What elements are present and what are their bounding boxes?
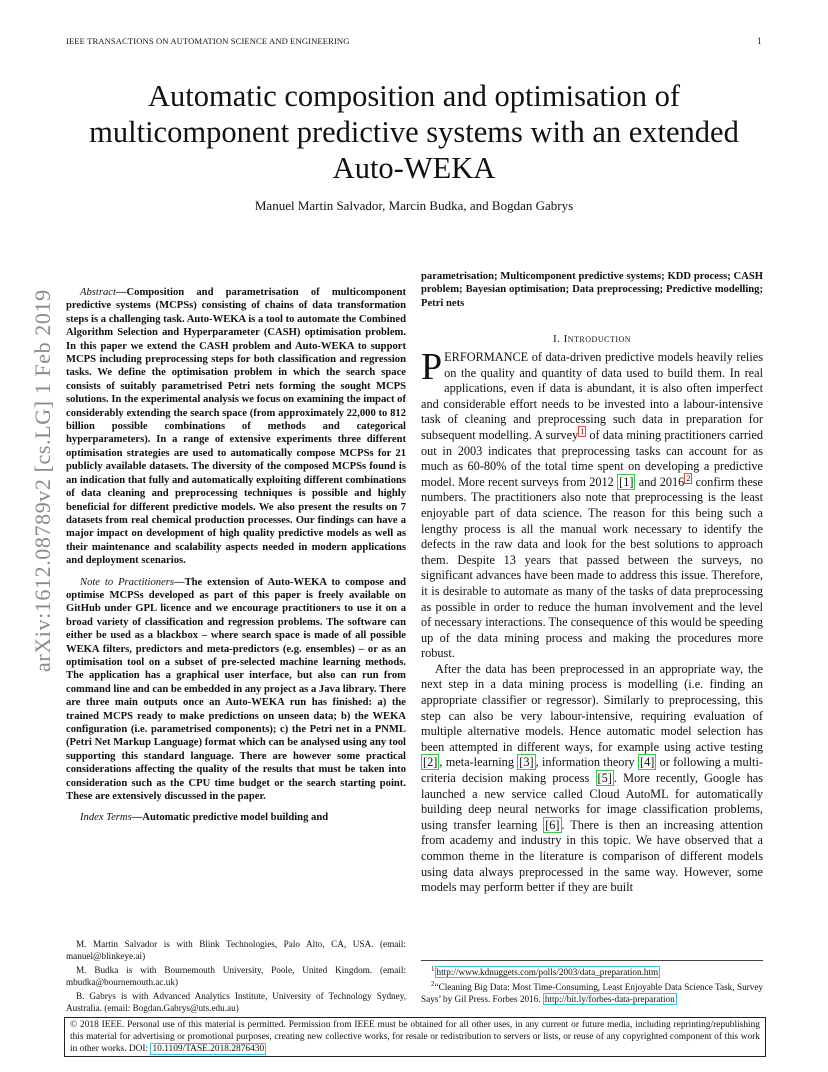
abstract-block [66,286,406,825]
intro-text: of data mining practitioners carried out in 2003 indicates that preprocessing tasks can account for as much as 60-80% of the total time spent on developing a predictive model. More recent surveys from 2012 [421,427,763,489]
footnote-url-link[interactable]: http://bit.ly/forbes-data-preparation [544,994,675,1005]
index-terms-text-left: —Automatic predictive model building and [131,812,329,824]
affiliation-item: M. Martin Salvador is with Blink Technologies, Palo Alto, CA, USA. (email: manuel@blinkeye.ai) [66,939,406,961]
abstract-label: Abstract [80,287,116,298]
affiliation-item: M. Budka is with Bournemouth University, Poole, United Kingdom. (email: mbudka@bournemouth.ac.uk) [66,965,406,987]
citation-link[interactable]: [5] [597,771,612,786]
footnote-link-2[interactable]: 2 [686,473,691,483]
practitioners-text: —The extension of Auto-WEKA to compose and optimise MCPSs developed as part of this paper is freely available on GitHub under GPL licence and we encourage practitioners to use it on a broad variety of classification and regression problems. The software can either be used as a blackbox – where search space is made of all possible WEKA filters, predictors and meta-predictors (e.g. ensembles) – or as an optimisation tool on a subset of pre-selected machine learning methods. The application has a graphical user interface, but also can run from command line and can be embedded in any project as a Java library. There are three main outputs once an Auto-WEKA run has finished: a) the trained MCPS ready to make predictions on unseen data; b) the WEKA configuration (i.e. parametrised components); c) the Petri net in a PNML (Petri Net Markup Language) format which can be analysed using any tool supporting this standard language. There are however some practical considerations affecting the quality of the results that must be taken into consideration such as the CPU time budget or the search starting point. These are extensively discussed in the paper. [66,576,406,803]
paper-title: Automatic composition and optimisation of multicomponent predictive systems with an extended Auto-WEKA [89,79,739,185]
doi-link[interactable]: 10.1109/TASE.2018.2876430 [152,1044,265,1054]
index-terms [66,811,406,824]
footnote-text: “Cleaning Big Data: Most Time-Consuming, Least Enjoyable Data Science Task, Survey Says’ by Gil Press. Forbes 2016. [421,982,763,1005]
intro-text: . More recently, Google has launched a new service called Cloud AutoML for automatically building deep neural networks for image classification problems, using transfer learning [421,771,763,832]
section-title: Introduction [563,333,632,345]
citation-link[interactable]: [1] [619,474,634,489]
footnote-url-link[interactable]: http://www.kdnuggets.com/polls/2003/data_preparation.htm [436,967,659,978]
footnote-2 [421,978,763,1005]
introduction-body [421,346,764,896]
index-terms-label: Index Terms [80,812,132,824]
intro-text: confirm these numbers. The practitioners also note that preprocessing is the least enjoyable part of data science. The reason for this being such a lengthy process is all the manual work necessary to identify the defects in the raw data and look for the best solutions to approach them. Despite 13 years that passed between the surveys, no significant advances have been made to address this issue. Therefore, it is desirable to automate as many of the tasks of data preprocessing as possible in order to reduce the human involvement and the level of necessary interactions. The consequence of this would be speeding up of the data mining process and making the procedures more robust. [421,474,764,661]
section-heading [421,333,763,345]
abstract-text: —Composition and parametrisation of multicomponent predictive systems (MCPSs) consisting of chains of data transformation steps is a challenging task. Auto-WEKA is a tool to automate the Combined Algorithm Selection and Hyperparameter (CASH) optimisation problem. In this paper we extend the CASH problem and Auto-WEKA to support MCPS including preprocessing steps for both classification and regression tasks. We define the optimisation problem in which the search space consists of suitably parametrised Petri nets forming the sought MCPS solutions. In the experimental analysis we focus on examining the impact of considerably extending the search space (from approximately 22,000 to 812 billion possible combinations of methods and categorical hyperparameters). In a range of extensive experiments three different optimisation strategies are used to automatically compose MCPSs for 21 publicly available datasets. The diversity of the composed MCPSs found is an indication that fully and automatically exploiting different combinations of data cleaning and preprocessing techniques is possible and highly beneficial for different predictive models. We also present the results on 7 datasets from real chemical production processes. Our findings can have a major impact on development of high quality predictive models as well as their maintenance and scalability aspects needed in modern applications and deployment scenarios. [66,287,407,567]
footnote-link-1[interactable]: 1 [580,426,585,436]
intro-text: or following a multi-criteria decision making process [421,755,763,786]
affiliation-footnotes [66,938,406,1014]
citation-link[interactable]: [2] [423,755,438,770]
note-to-practitioners [66,576,406,804]
drop-cap: P [421,346,443,388]
footnote-mark: 2 [431,980,435,989]
author-list: Manuel Martin Salvador, Marcin Budka, and Bogdan Gabrys [254,198,574,213]
footnote-1 [421,963,763,978]
section-number: I. [552,333,561,345]
copyright-notice [64,1017,766,1057]
arxiv-id: arXiv:1612.08789v2 [cs.LG] 1 Feb 2019 [30,289,55,672]
intro-text: ERFORMANCE of data-driven predictive models heavily relies on the quality and quantity of data used to build them. In real applications, even if data is abundant, it is also often imperfect and considerable effort needs to be invested into a labour-intensive task of cleaning and preprocessing such data in preparation for subsequent modelling. A survey [421,350,763,442]
running-head: IEEE TRANSACTIONS ON AUTOMATION SCIENCE AND ENGINEERING [66,36,350,46]
intro-paragraph [421,662,763,896]
affiliation-item: B. Gabrys is with Advanced Analytics Institute, University of Technology Sydney, Australia. (email: Bogdan.Gabrys@uts.edu.au) [66,991,406,1013]
citation-link[interactable]: [3] [519,755,534,770]
footnote-mark: 1 [431,965,435,973]
practitioners-label: Note to Practitioners [80,576,174,588]
citation-link[interactable]: [6] [545,817,560,832]
index-terms-continued: parametrisation; Multicomponent predictive systems; KDD process; CASH problem; Bayesian optimisation; Data preprocessing; Predictive modelling; Petri nets [421,271,763,309]
abstract [66,286,406,568]
page-number: 1 [757,36,762,46]
intro-text: , meta-learning [439,755,518,770]
intro-paragraph [421,346,764,662]
intro-text: . There is then an increasing attention from academy and industry in this topic. We have observed that a common theme in the literature is comparison of different models using data always preprocessed in the same way. However, some models may perform better if they are built [421,817,763,895]
intro-text: After the data has been preprocessed in an appropriate way, the next step in a data mining process is modelling (i.e. finding an appropriate classifier or regressor). Similarly to preprocessing, this step can also be very labour-intensive, requiring evaluation of multiple alternative models. Hence automatic model selection has been attempted in different ways, for example using active testing [421,661,763,754]
intro-text: , information theory [535,755,638,770]
citation-link[interactable]: [4] [639,755,655,770]
page-footnotes [421,960,763,1005]
copyright-text: © 2018 IEEE. Personal use of this material is permitted. Permission from IEEE must be obtained for all other uses, in any current or future media, including reprinting/republishing this material for advertising or promotional purposes, creating new collective works, for resale or redistribution to servers or lists, or reuse of any copyrighted component of this work in other works. DOI: [70,1020,760,1054]
intro-text: and 2016 [635,474,685,489]
